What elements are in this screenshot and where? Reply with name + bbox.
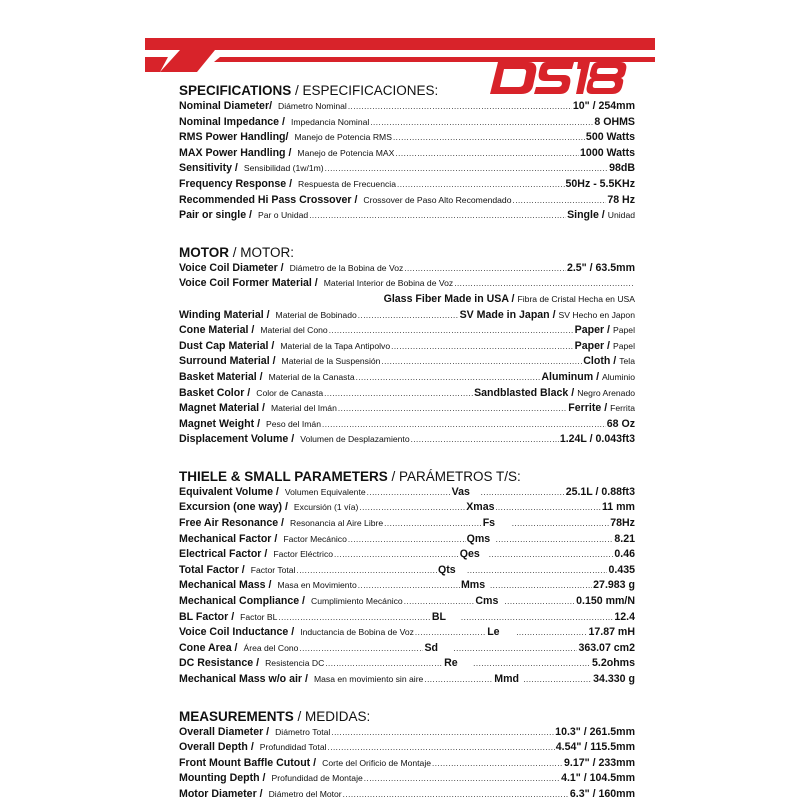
spec-value: Glass Fiber Made in USA / — [383, 292, 515, 305]
spec-row — [179, 787, 635, 803]
spec-label-es: Resistencia DC — [265, 658, 325, 669]
spec-label-es: Resonancia al Aire Libre — [290, 518, 384, 529]
spec-symbol: Fs — [482, 517, 496, 530]
spec-value: 17.87 mH — [588, 626, 635, 639]
spec-value: 27.983 g — [593, 579, 635, 592]
spec-value: 10.3" / 261.5mm — [555, 725, 635, 738]
spec-value: 1000 Watts — [580, 146, 635, 159]
spec-value: SV Made in Japan / — [459, 308, 556, 321]
spec-row — [179, 578, 635, 594]
leader-dots — [513, 193, 607, 209]
spec-value: 50Hz - 5.5KHz — [565, 177, 635, 190]
spec-label: RMS Power Handling/ — [179, 131, 289, 144]
leader-dots — [299, 641, 423, 657]
leader-dots — [356, 370, 541, 386]
spec-value: Sandblasted Black / — [474, 386, 575, 399]
spec-row — [179, 276, 635, 292]
leader-dots — [454, 276, 634, 292]
spec-label: Magnet Weight / — [179, 417, 261, 430]
spec-value: 4.1" / 104.5mm — [561, 772, 635, 785]
spec-value: 9.17" / 233mm — [564, 756, 635, 769]
leader-dots — [481, 485, 565, 501]
spec-label: Mechanical Factor / — [179, 532, 278, 545]
spec-symbol: Qms — [466, 532, 491, 545]
leader-dots — [432, 756, 563, 772]
leader-dots — [516, 625, 587, 641]
spec-row — [179, 625, 635, 641]
spec-symbol: Re — [444, 657, 458, 670]
spec-label-es: Par o Unidad — [258, 210, 309, 221]
spec-label-es: Material de la Tapa Antipolvo — [280, 340, 391, 351]
spec-row — [179, 532, 635, 548]
leader-dots — [348, 532, 466, 548]
spec-value: 10" / 254mm — [572, 100, 635, 112]
spec-label: DC Resistance / — [179, 657, 260, 670]
spec-symbol: Qts — [437, 563, 456, 576]
leader-dots — [309, 208, 566, 224]
spec-label: Mechanical Compliance / — [179, 595, 305, 608]
leader-dots — [496, 532, 614, 548]
spec-row — [179, 339, 635, 355]
spec-row — [179, 177, 635, 193]
spec-row — [179, 386, 635, 402]
spec-row — [179, 308, 635, 324]
spec-value: 0.150 mm/N — [576, 595, 635, 608]
spec-label-es: Profundidad de Montaje — [271, 773, 363, 784]
spec-label: Sensitivity / — [179, 162, 238, 175]
leader-dots — [404, 261, 566, 277]
spec-label-es: Material del Cono — [260, 325, 328, 336]
leader-dots — [489, 547, 614, 563]
leader-dots — [331, 725, 554, 741]
spec-value: 8 OHMS — [594, 115, 635, 128]
spec-label: Recommended Hi Pass Crossover / — [179, 193, 358, 206]
spec-row — [179, 130, 635, 146]
section-title: THIELE & SMALL PARAMETERS / PARÁMETROS T/S: — [179, 468, 521, 484]
leader-dots — [391, 339, 574, 355]
section-title: MEASUREMENTS / MEDIDAS: — [179, 708, 371, 724]
spec-label: Nominal Impedance / — [179, 115, 285, 128]
spec-row — [179, 594, 635, 610]
spec-symbol: Mms — [460, 579, 486, 592]
spec-label: MAX Power Handling / — [179, 146, 292, 159]
leader-dots — [328, 740, 555, 756]
leader-dots — [504, 594, 575, 610]
spec-label: Motor Diameter / — [179, 787, 263, 800]
spec-label-es: Respuesta de Frecuencia — [298, 178, 396, 189]
leader-dots — [358, 308, 459, 324]
leader-dots — [512, 516, 610, 532]
spec-row — [179, 500, 635, 516]
leader-dots — [334, 547, 459, 563]
spec-row — [179, 610, 635, 626]
spec-symbol: Cms — [475, 595, 499, 608]
leader-dots — [393, 130, 585, 146]
spec-row — [179, 370, 635, 386]
spec-value: 5.2ohms — [592, 657, 635, 670]
leader-dots — [381, 354, 582, 370]
spec-label-es: Diámetro Total — [275, 726, 331, 737]
section-title: MOTOR / MOTOR: — [179, 244, 295, 260]
spec-value: 25.1L / 0.88ft3 — [565, 485, 635, 498]
spec-value: Single / — [567, 209, 605, 222]
spec-value: Ferrite / — [568, 402, 608, 415]
spec-label-es: Volumen Equivalente — [284, 486, 366, 497]
leader-dots — [348, 99, 572, 115]
spec-sheet — [179, 82, 635, 803]
leader-dots — [324, 386, 473, 402]
leader-dots — [404, 594, 475, 610]
leader-dots — [467, 563, 608, 579]
spec-label: Electrical Factor / — [179, 548, 268, 561]
spec-label: Voice Coil Former Material / — [179, 277, 318, 290]
spec-label: Overall Diameter / — [179, 725, 270, 738]
spec-value: 68 Oz — [606, 417, 635, 430]
leader-dots — [411, 432, 559, 448]
spec-label: Surround Material / — [179, 355, 276, 368]
spec-label: Displacement Volume / — [179, 433, 295, 446]
spec-value: Aluminum / — [541, 370, 600, 383]
spec-row — [179, 261, 635, 277]
spec-label-es: Manejo de Potencia MAX — [297, 147, 395, 158]
spec-row — [179, 323, 635, 339]
leader-dots — [415, 625, 486, 641]
spec-label-es: Material de la Canasta — [268, 371, 355, 382]
spec-row — [179, 756, 635, 772]
spec-value-es: Fibra de Cristal Hecha en USA — [517, 293, 635, 304]
leader-dots — [325, 161, 608, 177]
spec-value-es: Unidad — [607, 210, 635, 221]
spec-label-es: Profundidad Total — [259, 742, 327, 753]
spec-label-es: Material de la Suspensión — [281, 356, 381, 367]
leader-dots — [453, 641, 577, 657]
spec-value: 78 Hz — [607, 193, 635, 206]
spec-value: Paper / — [574, 339, 611, 352]
spec-value-es: Tela — [619, 356, 635, 367]
spec-label: Magnet Material / — [179, 402, 265, 415]
spec-label: Basket Color / — [179, 386, 251, 399]
spec-row — [179, 672, 635, 688]
spec-label-es: Factor Eléctrico — [273, 549, 334, 560]
leader-dots — [424, 672, 493, 688]
spec-value: 4.54" / 115.5mm — [555, 741, 635, 754]
spec-row — [179, 516, 635, 532]
spec-symbol: Vas — [451, 485, 470, 498]
leader-dots — [359, 500, 465, 516]
spec-value-es: Ferrita — [610, 403, 635, 414]
spec-label: Cone Area / — [179, 641, 238, 654]
spec-label-es: Material Interior de Bobina de Voz — [323, 278, 454, 289]
spec-label: BL Factor / — [179, 610, 235, 623]
leader-dots — [495, 500, 601, 516]
leader-dots — [329, 323, 574, 339]
spec-symbol: Sd — [424, 641, 438, 654]
spec-value: 6.3" / 160mm — [569, 787, 635, 800]
spec-value-es: Papel — [613, 340, 635, 351]
spec-value: 12.4 — [614, 610, 635, 623]
spec-label: Front Mount Baffle Cutout / — [179, 756, 317, 769]
spec-label-es: Factor Total — [250, 564, 296, 575]
thiele-small-section — [179, 468, 635, 688]
spec-label: Basket Material / — [179, 370, 263, 383]
svg-text:DS18 — [488, 60, 528, 64]
spec-value: 2.5" / 63.5mm — [566, 261, 635, 274]
leader-dots — [278, 610, 430, 626]
leader-dots — [384, 516, 482, 532]
spec-label-es: Masa en movimiento sin aire — [313, 674, 424, 684]
measurements-section — [179, 708, 635, 803]
spec-row — [179, 432, 635, 448]
spec-row — [179, 208, 635, 224]
leader-dots — [523, 672, 592, 688]
spec-row — [179, 99, 635, 115]
spec-value: 0.435 — [608, 563, 635, 576]
spec-value: 0.46 — [614, 548, 635, 561]
spec-label-es: Material del Imán — [270, 403, 337, 414]
spec-row — [179, 292, 635, 308]
spec-label-es: Factor BL — [240, 611, 278, 622]
spec-label-es: Excursión (1 vía) — [293, 502, 359, 513]
spec-row — [179, 354, 635, 370]
spec-label-es: Cumplimiento Mecánico — [311, 596, 403, 607]
spec-label: Voice Coil Diameter / — [179, 261, 284, 274]
spec-label-es: Área del Cono — [243, 642, 299, 653]
spec-label: Dust Cap Material / — [179, 339, 275, 352]
leader-dots — [364, 771, 560, 787]
leader-dots — [473, 656, 591, 672]
spec-label-es: Color de Canasta — [256, 387, 324, 398]
spec-value: 1.24L / 0.043ft3 — [559, 433, 635, 446]
spec-value-es: SV Hecho en Japon — [558, 309, 635, 320]
spec-symbol: Le — [487, 626, 500, 639]
spec-row — [179, 417, 635, 433]
spec-row — [179, 641, 635, 657]
spec-row — [179, 193, 635, 209]
motor-section — [179, 244, 635, 448]
spec-label: Equivalent Volume / — [179, 485, 279, 498]
spec-value: 500 Watts — [585, 131, 635, 144]
spec-label-es: Diámetro de la Bobina de Voz — [289, 262, 404, 273]
spec-label-es: Manejo de Potencia RMS — [294, 132, 392, 143]
spec-value: 34.330 g — [593, 673, 635, 685]
spec-row — [179, 771, 635, 787]
spec-value-es: Aluminio — [602, 371, 635, 382]
specifications-section — [179, 82, 635, 224]
spec-value: 98dB — [609, 162, 635, 175]
section-title: SPECIFICATIONS / ESPECIFICACIONES: — [179, 83, 439, 98]
spec-label-es: Masa en Movimiento — [277, 580, 357, 591]
spec-label-es: Material de Bobinado — [275, 309, 357, 320]
spec-label: Mechanical Mass / — [179, 579, 272, 592]
spec-value: 78Hz — [610, 517, 635, 530]
leader-dots — [296, 563, 437, 579]
spec-value: 363.07 cm2 — [578, 641, 635, 654]
spec-label: Pair or single / — [179, 209, 253, 222]
spec-row — [179, 115, 635, 131]
spec-label: Winding Material / — [179, 308, 270, 321]
spec-label: Frequency Response / — [179, 177, 293, 190]
spec-value: Cloth / — [583, 355, 617, 368]
leader-dots — [322, 417, 606, 433]
spec-label: Mechanical Mass w/o air / — [179, 673, 308, 685]
spec-label-es: Factor Mecánico — [283, 533, 347, 544]
spec-label: Overall Depth / — [179, 741, 254, 754]
spec-row — [179, 146, 635, 162]
spec-label: Free Air Resonance / — [179, 517, 284, 530]
leader-dots — [325, 656, 443, 672]
spec-label-es: Peso del Imán — [266, 418, 321, 429]
spec-label: Cone Material / — [179, 324, 255, 337]
spec-value: 11 mm — [602, 501, 635, 514]
leader-dots — [395, 146, 579, 162]
spec-value: 8.21 — [614, 532, 635, 545]
spec-label: Mounting Depth / — [179, 772, 266, 785]
spec-row — [179, 656, 635, 672]
spec-value: Paper / — [574, 324, 611, 337]
spec-label-es: Impedancia Nominal — [290, 116, 370, 127]
spec-symbol: Xmas — [466, 501, 495, 514]
leader-dots — [397, 177, 565, 193]
spec-label-es: Diámetro del Motor — [268, 788, 342, 799]
spec-label-es: Volumen de Desplazamiento — [300, 434, 410, 445]
spec-label: Excursion (one way) / — [179, 501, 288, 514]
spec-row — [179, 485, 635, 501]
spec-row — [179, 563, 635, 579]
spec-symbol: Qes — [459, 548, 480, 561]
leader-dots — [358, 578, 460, 594]
spec-symbol: BL — [431, 610, 447, 623]
spec-label-es: Crossover de Paso Alto Recomendado — [363, 194, 512, 205]
spec-label: Voice Coil Inductance / — [179, 626, 295, 639]
leader-dots — [370, 115, 593, 131]
leader-dots — [461, 610, 613, 626]
spec-label: Nominal Diameter/ — [179, 100, 273, 112]
spec-row — [179, 161, 635, 177]
leader-dots — [338, 401, 567, 417]
leader-dots — [343, 787, 569, 803]
spec-value-es: Negro Arenado — [577, 387, 635, 398]
spec-label-es: Diámetro Nominal — [278, 101, 347, 111]
spec-row — [179, 725, 635, 741]
spec-row — [179, 547, 635, 563]
spec-label-es: Sensibilidad (1w/1m) — [243, 163, 324, 174]
spec-label: Total Factor / — [179, 563, 245, 576]
spec-symbol: Mmd — [494, 673, 519, 685]
leader-dots — [367, 485, 451, 501]
spec-label-es: Inductancia de Bobina de Voz — [300, 627, 414, 638]
spec-row — [179, 740, 635, 756]
spec-value-es: Papel — [613, 325, 635, 336]
leader-dots — [490, 578, 592, 594]
spec-row — [179, 401, 635, 417]
spec-label-es: Corte del Orificio de Montaje — [322, 757, 432, 768]
